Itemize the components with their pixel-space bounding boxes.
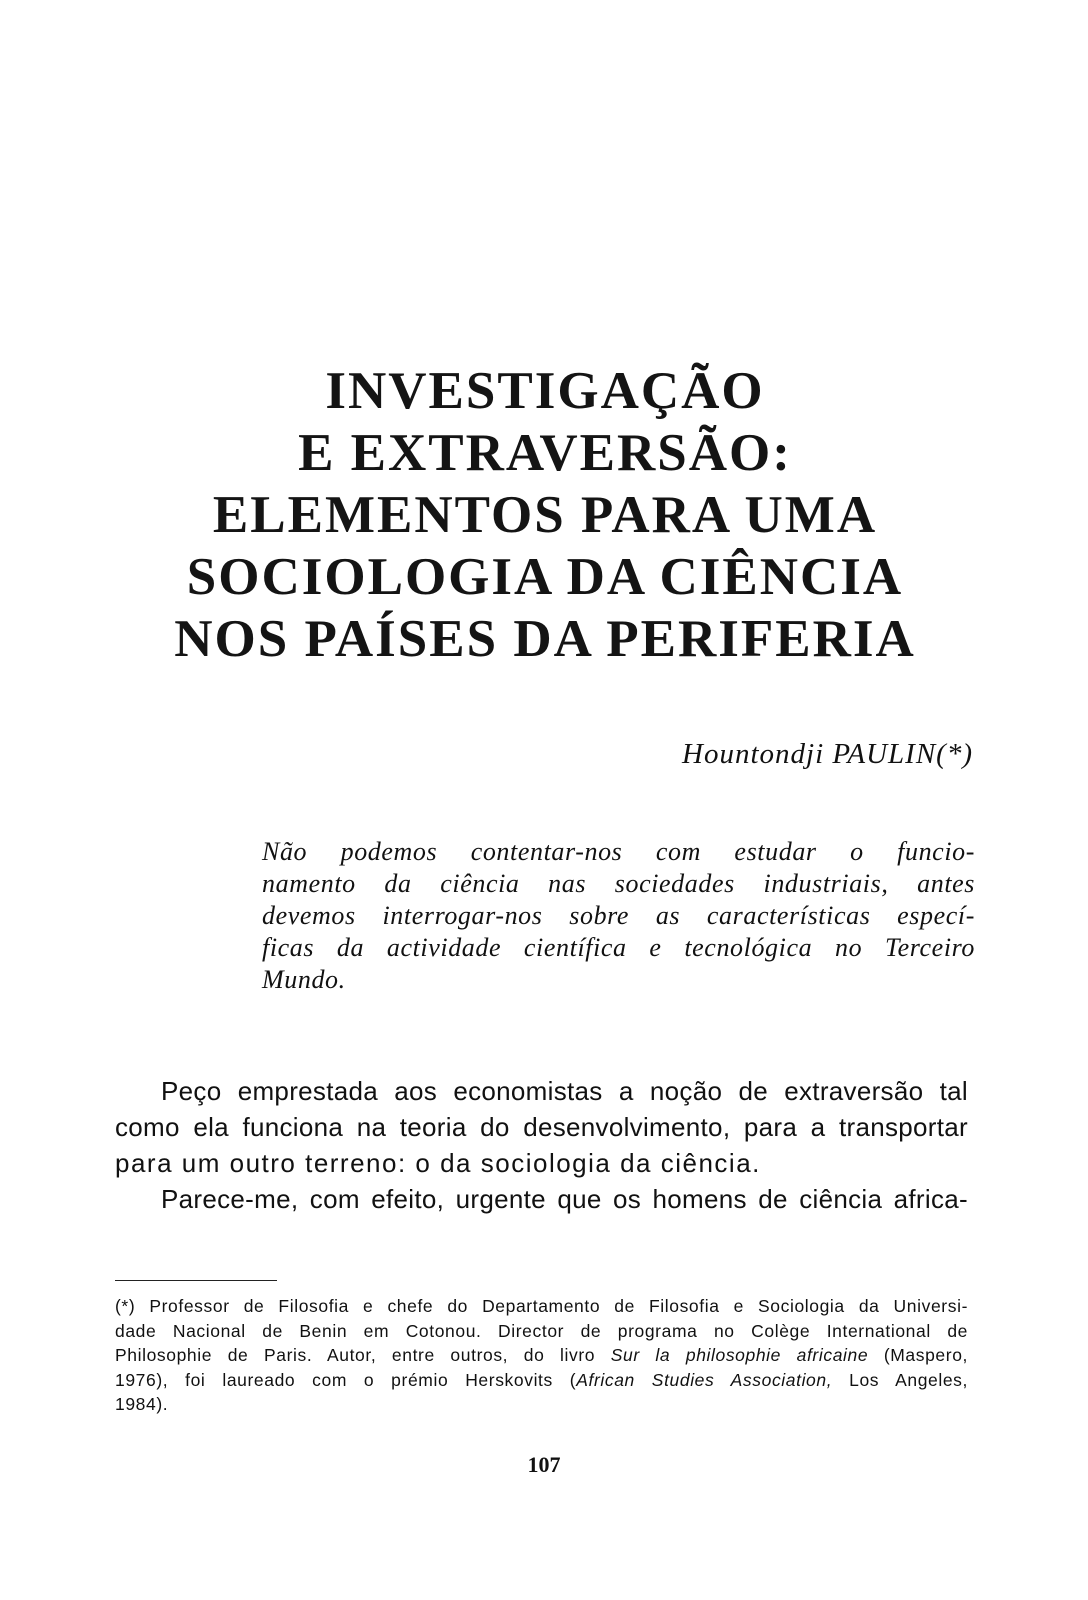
body-line: como ela funciona na teoria do desenvolvimento, para a transportar xyxy=(115,1112,968,1142)
footnote-text: 1976), foi laureado com o prémio Herskovits ( xyxy=(115,1369,577,1390)
epigraph-line: Mundo. xyxy=(262,965,346,994)
footnote-line: dade Nacional de Benin em Cotonou. Director de programa no Colège International de xyxy=(115,1320,968,1341)
epigraph-line: ficas da actividade científica e tecnológica no Terceiro xyxy=(262,933,975,962)
title-line: ELEMENTOS PARA UMA xyxy=(212,486,878,544)
footnote-separator xyxy=(115,1280,277,1281)
epigraph-line: devemos interrogar-nos sobre as características especí- xyxy=(262,901,975,930)
title-line: NOS PAÍSES DA PERIFERIA xyxy=(174,610,916,668)
footnote-text: Los Angeles, xyxy=(849,1369,968,1390)
footnote-text: Philosophie de Paris. Autor, entre outros, do livro xyxy=(115,1345,596,1365)
body-line: Peço emprestada aos economistas a noção de extraversão tal xyxy=(161,1076,968,1106)
title-line: INVESTIGAÇÃO xyxy=(325,362,765,420)
article-title xyxy=(80,360,1010,670)
book-title: Sur la philosophie africaine xyxy=(610,1345,869,1365)
author-byline: Hountondji PAULIN(*) xyxy=(682,738,973,770)
footnote-line xyxy=(115,1343,968,1368)
footnote-line: (*) Professor de Filosofia e chefe do Departamento de Filosofia e Sociologia da Universi- xyxy=(115,1296,968,1316)
epigraph-line: namento da ciência nas sociedades industriais, antes xyxy=(262,869,975,898)
footnote xyxy=(115,1294,968,1417)
body-line: para um outro terreno: o da sociologia da ciência. xyxy=(115,1148,761,1178)
title-line: E EXTRAVERSÃO: xyxy=(298,424,792,482)
body-line: Parece-me, com efeito, urgente que os homens de ciência africa- xyxy=(161,1184,968,1214)
body-paragraphs xyxy=(115,1073,968,1217)
footnote-line xyxy=(115,1368,968,1393)
page-number: 107 xyxy=(527,1452,561,1477)
epigraph-line: Não podemos contentar-nos com estudar o funcio- xyxy=(262,837,975,866)
epigraph xyxy=(262,836,975,996)
association-name: African Studies Association, xyxy=(576,1369,833,1390)
footnote-line: 1984). xyxy=(115,1394,169,1414)
title-line: SOCIOLOGIA DA CIÊNCIA xyxy=(186,548,904,606)
footnote-text: (Maspero, xyxy=(883,1345,968,1365)
